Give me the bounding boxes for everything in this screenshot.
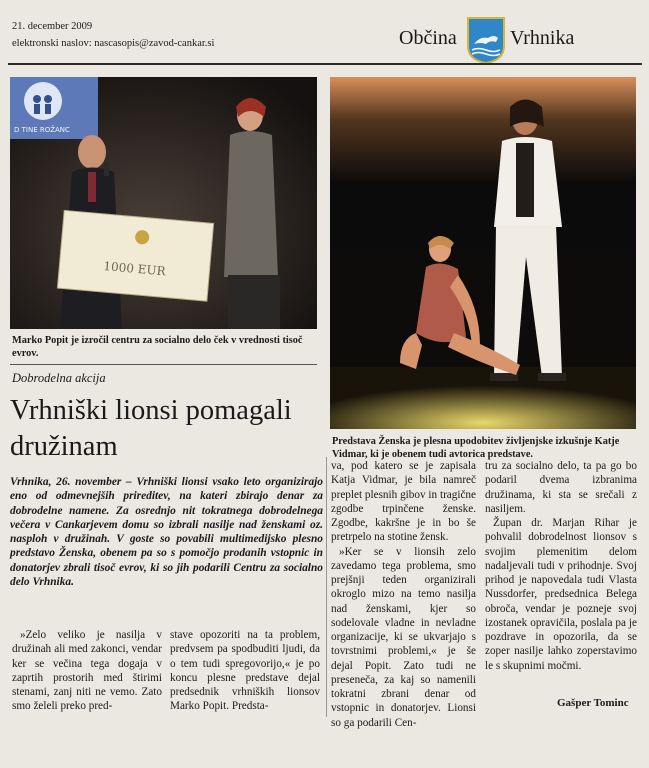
body-column-3	[331, 459, 476, 730]
coat-of-arms-icon	[466, 16, 506, 64]
body-paragraph: tru za socialno delo, ta pa go bo podaril dvema izbranima družinama, ki sta se srečali z nasiljem.	[485, 460, 637, 515]
check-amount-text: 1000 EUR	[102, 259, 167, 279]
body-column-2	[170, 628, 320, 714]
column-divider	[326, 457, 327, 717]
header-rule	[8, 63, 642, 65]
photo-caption-left: Marko Popit je izročil centru za socialno delo ček v vrednosti tisoč evrov.	[12, 335, 303, 359]
banner-text: D TINE ROŽANC	[14, 126, 70, 134]
issue-date: 21. december 2009	[12, 21, 93, 32]
article-author: Gašper Tominc	[557, 697, 629, 709]
municipality-label: Občina	[399, 27, 457, 49]
body-paragraph: »Zelo veliko je nasilja v družinah ali med zakonci, vendar ker se večina tega dogaja v zaprtih prostorih med štirimi stenami, zanj niti ne vemo. Zato smo želeli preko pred-	[12, 629, 162, 713]
body-paragraph: Župan dr. Marjan Rihar je pohvalil dobrodelnost lionsov s svojim plemenitim delom nadaljevali tudi v prihodnje. Svoj prihod je napovedala tudi Vlasta Nussdorfer, predsednica Belega obroča, vendar je pozneje svoj izostanek opravičila, poslala pa je pozdrave in opozorila, da se zoper nasilje lahko zoperstavimo le s skupnimi močmi.	[485, 517, 637, 672]
article-lead: Vrhnika, 26. november – Vrhniški lionsi vsako leto organizirajo eno od odmevnejših prireditev, na kateri zbirajo denar za dobrodelne namene. Za osrednjo nit tokratnega dobrodelnega večera v Cankarjevem domu so izbrali nasilje nad ženskami oz. nasploh v družinah. V goste so povabili multimedijsko plesno predstavo Ženska, obenem pa so s pomočjo prodanih vstopnic in donatorjev zbrali tisoč evrov, ki so jih podarili Centru za socialno delo Vrhnika.	[10, 476, 323, 589]
section-rule	[10, 364, 317, 365]
article-kicker: Dobrodelna akcija	[12, 371, 106, 385]
photo-check-handover	[10, 77, 317, 329]
body-paragraph: va, pod katero se je zapisala Katja Vidmar, je bila namreč preplet plesnih gibov in tragične zgodbe trpinčene ženske. Zgodbe, kakršne je in bo še pretrpelo na stotine žensk.	[331, 460, 476, 544]
photo-caption-right: Predstava Ženska je plesna upodobitev življenjske izkušnje Katje Vidmar, ki je obenem tudi avtorica predstave.	[332, 436, 620, 460]
municipality-name: Vrhnika	[510, 27, 575, 49]
body-column-4	[485, 459, 637, 673]
photo-dance-performance	[330, 77, 636, 429]
body-paragraph: »Ker se v lionsih zelo zavedamo tega problema, smo prejšnji teden organizirali okroglo mizo na temo nasilja nad ženskami, kjer so sodelovale vladne in nevladne organizacije, ki se ukvarjajo s tovrstnimi problemi,« je še dejal Popit. Zato tudi ne preseneča, za kaj so namenili tokratni zbrani denar od vstopnic in donatorjev. Lionsi so ga podarili Cen-	[331, 545, 476, 729]
article-headline: Vrhniški lionsi pomagali družinam	[10, 395, 292, 462]
photo-left-image	[10, 77, 317, 329]
body-column-1	[12, 628, 162, 714]
photo-right-image	[330, 77, 636, 429]
contact-email: elektronski naslov: nascasopis@zavod-cankar.si	[12, 38, 215, 49]
body-paragraph: stave opozoriti na ta problem, predvsem pa spodbuditi ljudi, da o tem tudi spregovorijo,« je po koncu plesne predstave dejal predsednik vrhniških lionsov Marko Popit. Predsta-	[170, 629, 320, 713]
